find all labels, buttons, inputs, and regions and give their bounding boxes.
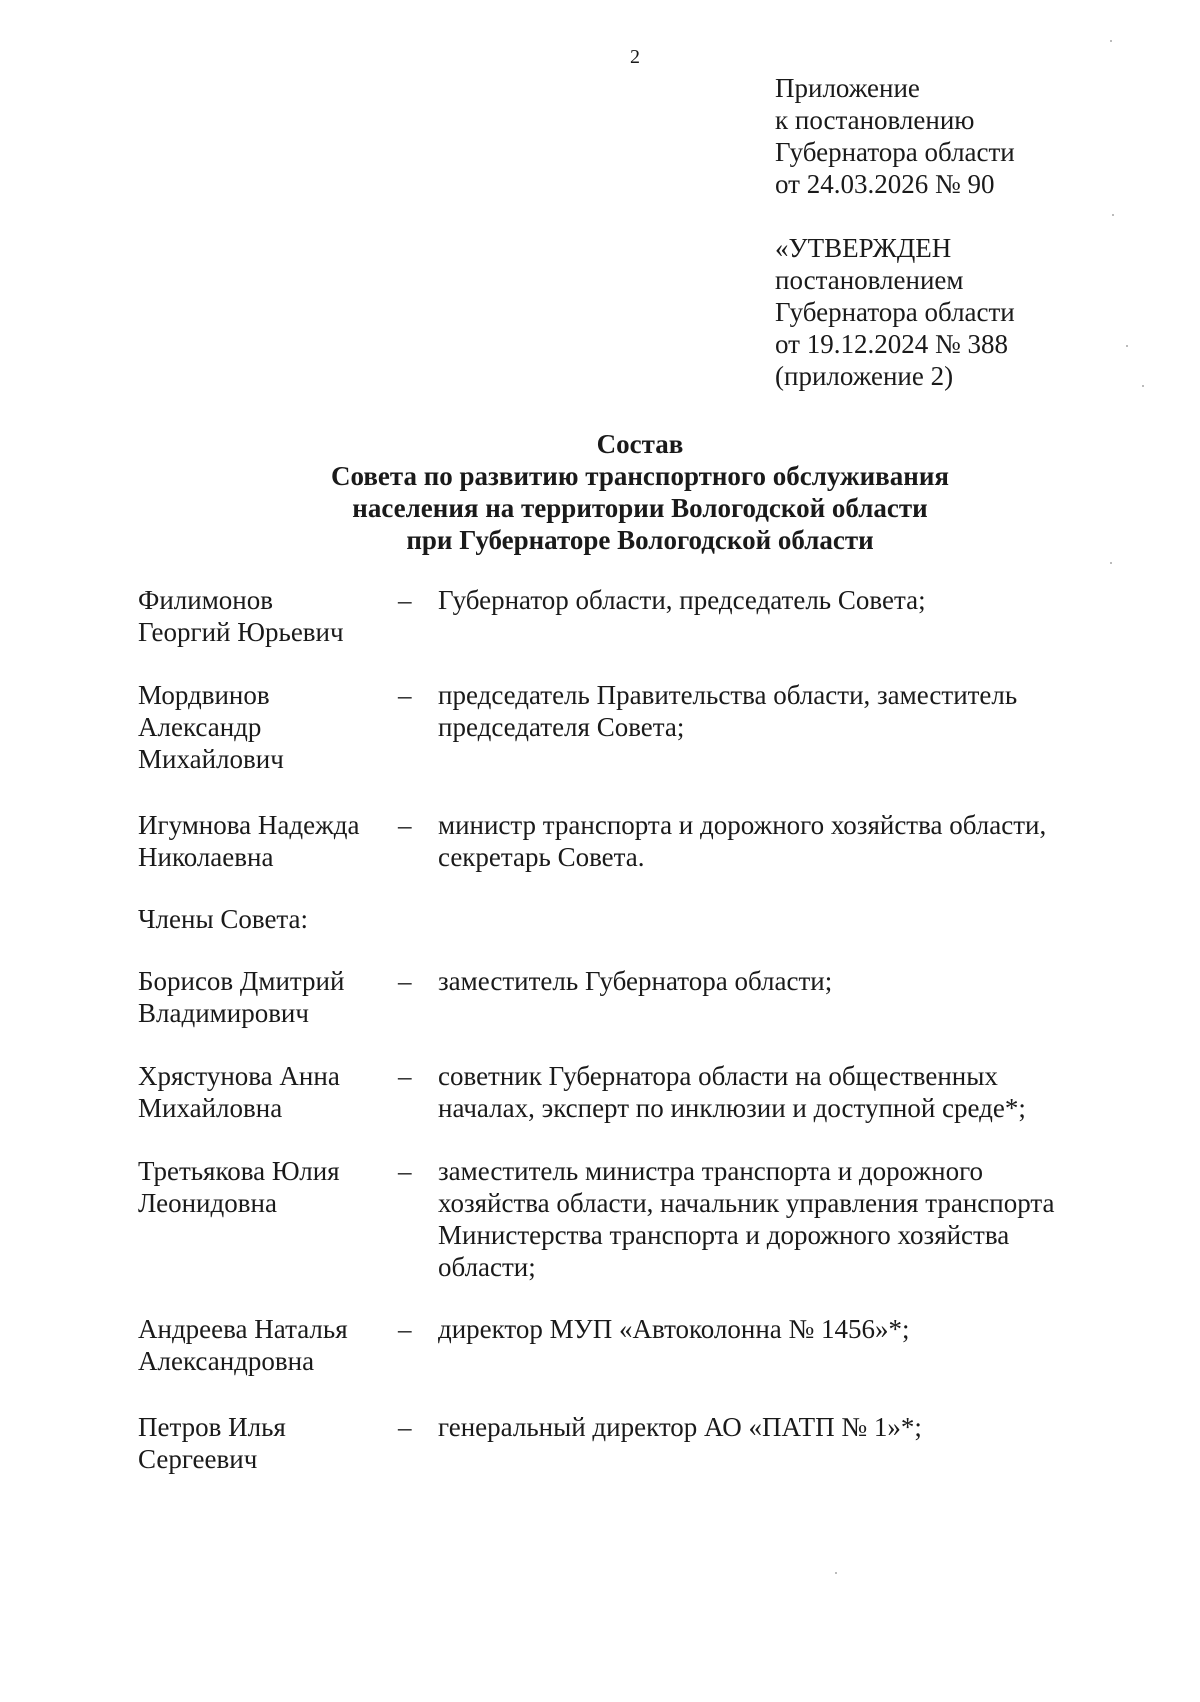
scan-speck xyxy=(1126,345,1128,347)
member-name-line: Третьякова Юлия xyxy=(138,1156,340,1186)
approved-line: постановлением xyxy=(775,265,964,295)
scan-speck xyxy=(1110,40,1112,42)
member-dash: – xyxy=(398,680,412,710)
member-role-line: секретарь Совета. xyxy=(438,842,645,872)
member-name xyxy=(138,584,398,648)
title-line: населения на территории Вологодской области xyxy=(352,493,928,523)
member-role xyxy=(438,1155,1148,1283)
approved-line: от 19.12.2024 № 388 xyxy=(775,329,1008,359)
member-role-line: председатель Правительства области, заместитель xyxy=(438,680,1018,710)
member-name-line: Мордвинов xyxy=(138,680,270,710)
member-name-line: Александровна xyxy=(138,1346,315,1376)
approved-line: Губернатора области xyxy=(775,297,1015,327)
member-name-line: Владимирович xyxy=(138,998,309,1028)
member-name-line: Михайлович xyxy=(138,744,284,774)
member-name xyxy=(138,1313,398,1377)
member-name-line: Михайловна xyxy=(138,1093,283,1123)
member-row xyxy=(138,1155,1148,1283)
member-role-line: Губернатор области, председатель Совета; xyxy=(438,585,926,615)
member-name xyxy=(138,1060,398,1124)
scan-speck xyxy=(1142,385,1144,387)
page-number: 2 xyxy=(630,46,640,68)
member-role xyxy=(438,679,1148,743)
member-role-line: заместитель Губернатора области; xyxy=(438,966,833,996)
member-role-line: области; xyxy=(438,1252,536,1282)
scan-speck xyxy=(1110,562,1112,564)
member-dash: – xyxy=(398,1156,412,1186)
annex-line: от 24.03.2026 № 90 xyxy=(775,169,995,199)
document-title xyxy=(0,428,1200,556)
member-name-line: Хрястунова Анна xyxy=(138,1061,340,1091)
member-role xyxy=(438,1411,1148,1443)
member-name-line: Борисов Дмитрий xyxy=(138,966,345,996)
member-name-line: Андреева Наталья xyxy=(138,1314,348,1344)
member-name-line: Петров Илья xyxy=(138,1412,286,1442)
council-composition xyxy=(138,584,1148,1475)
members-heading: Члены Совета: xyxy=(138,904,309,934)
member-role xyxy=(438,584,1148,616)
member-row xyxy=(138,679,1148,775)
member-row xyxy=(138,809,1148,873)
member-row xyxy=(138,1313,1148,1377)
member-role-line: советник Губернатора области на общественных xyxy=(438,1061,998,1091)
title-line: Совета по развитию транспортного обслуживания xyxy=(331,461,949,491)
member-name xyxy=(138,1411,398,1475)
member-role-line: началах, эксперт по инклюзии и доступной среде*; xyxy=(438,1093,1026,1123)
member-role-line: хозяйства области, начальник управления транспорта xyxy=(438,1188,1055,1218)
member-role xyxy=(438,1313,1148,1345)
member-role-line: заместитель министра транспорта и дорожного xyxy=(438,1156,983,1186)
member-name xyxy=(138,965,398,1029)
annex-line: Приложение xyxy=(775,73,920,103)
member-row xyxy=(138,584,1148,648)
approved-line: (приложение 2) xyxy=(775,361,954,391)
annex-line: к постановлению xyxy=(775,105,975,135)
member-role-line: Министерства транспорта и дорожного хозяйства xyxy=(438,1220,1010,1250)
member-dash: – xyxy=(398,1314,412,1344)
member-name-line: Георгий Юрьевич xyxy=(138,617,344,647)
member-name xyxy=(138,1155,398,1219)
approved-line: «УТВЕРЖДЕН xyxy=(775,233,952,263)
member-name xyxy=(138,679,398,775)
member-dash: – xyxy=(398,1061,412,1091)
title-line: Состав xyxy=(596,429,684,459)
member-name-line: Филимонов xyxy=(138,585,273,615)
member-dash: – xyxy=(398,810,412,840)
approved-stamp xyxy=(775,232,1015,392)
member-dash: – xyxy=(398,585,412,615)
member-role-line: министр транспорта и дорожного хозяйства области, xyxy=(438,810,1047,840)
member-dash: – xyxy=(398,966,412,996)
member-name-line: Леонидовна xyxy=(138,1188,277,1218)
member-role xyxy=(438,965,1148,997)
member-name-line: Игумнова Надежда xyxy=(138,810,360,840)
member-role-line: директор МУП «Автоколонна № 1456»*; xyxy=(438,1314,910,1344)
member-role xyxy=(438,1060,1148,1124)
member-row xyxy=(138,1060,1148,1124)
member-dash: – xyxy=(398,1412,412,1442)
title-line: при Губернаторе Вологодской области xyxy=(406,525,874,555)
member-name xyxy=(138,809,398,873)
member-role xyxy=(438,809,1148,873)
member-name-line: Александр xyxy=(138,712,262,742)
member-row xyxy=(138,1411,1148,1475)
member-role-line: генеральный директор АО «ПАТП № 1»*; xyxy=(438,1412,922,1442)
member-row xyxy=(138,965,1148,1029)
member-name-line: Николаевна xyxy=(138,842,274,872)
scan-speck xyxy=(835,1572,837,1574)
annex-line: Губернатора области xyxy=(775,137,1015,167)
scan-speck xyxy=(1112,214,1114,216)
member-role-line: председателя Совета; xyxy=(438,712,685,742)
annex-header xyxy=(775,72,1015,200)
member-name-line: Сергеевич xyxy=(138,1444,258,1474)
